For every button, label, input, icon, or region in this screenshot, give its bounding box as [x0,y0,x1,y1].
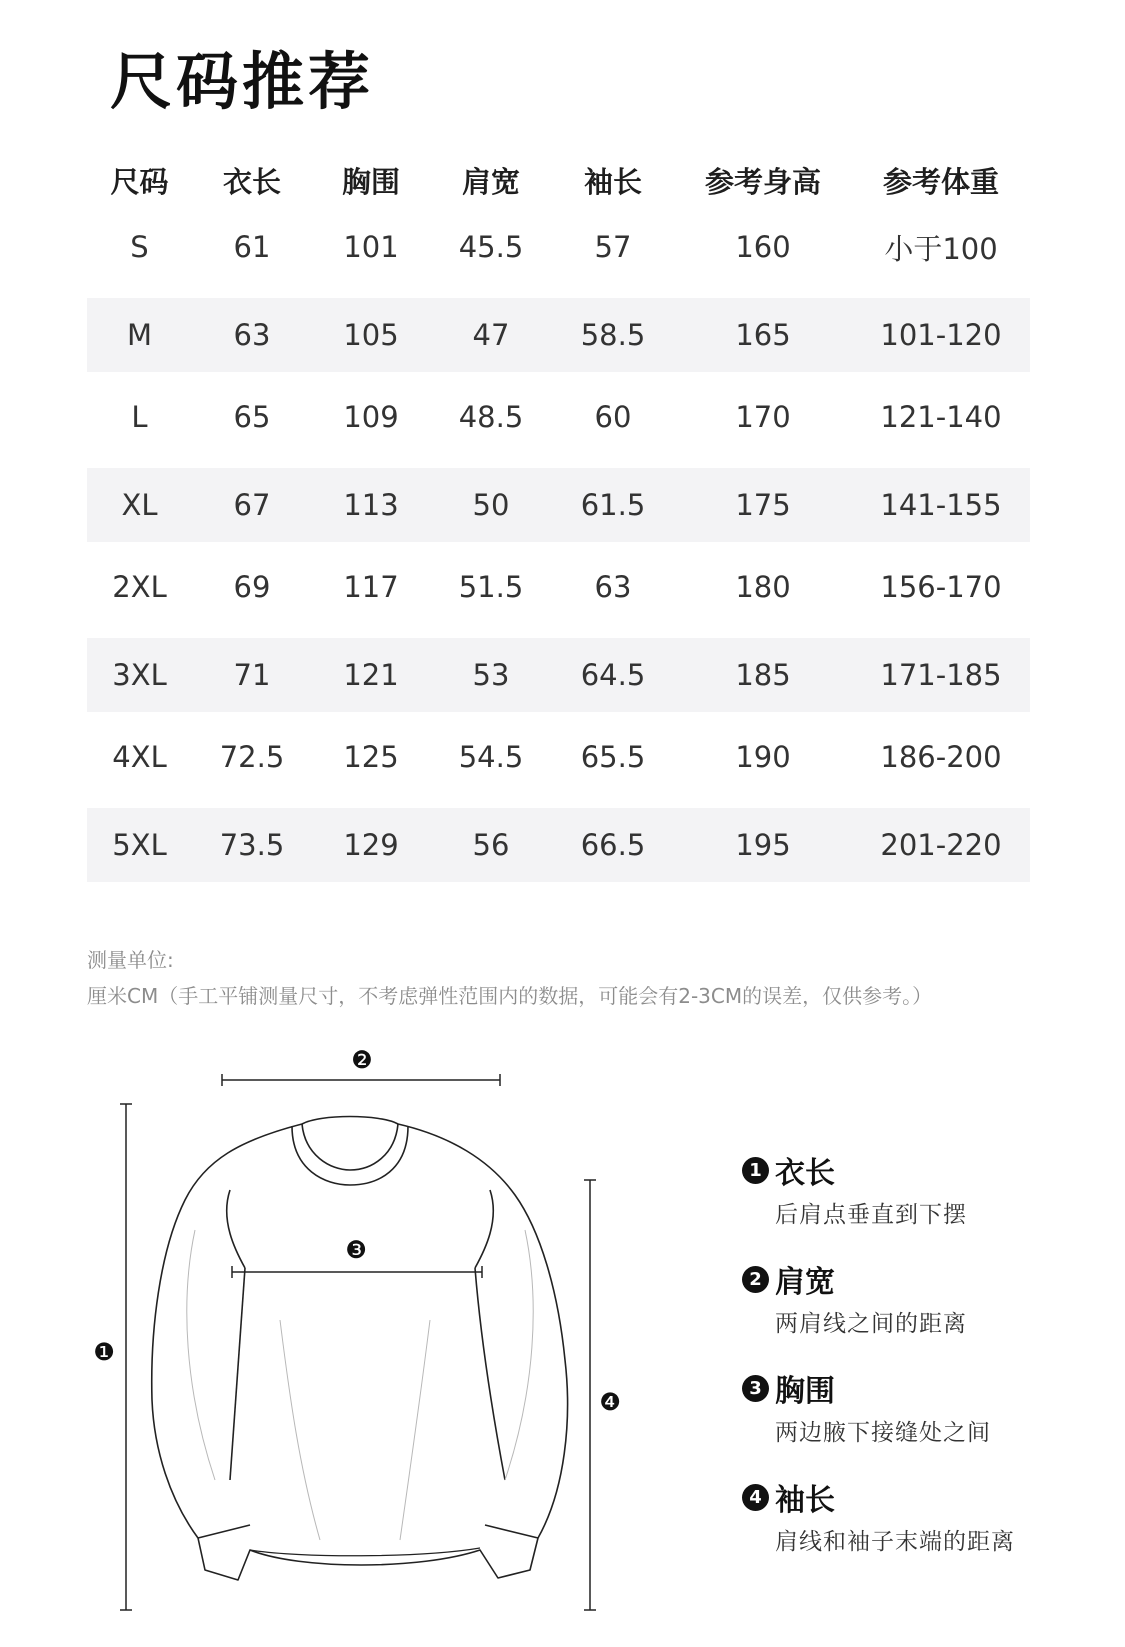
number-badge: 1 [742,1157,769,1184]
cell-length: 73.5 [219,828,285,862]
legend-item-shoulder [742,1259,1112,1338]
measurement-legend [742,1150,1112,1586]
cell-weight: 186-200 [880,740,1002,774]
legend-title: 袖长 [775,1483,835,1518]
cell-weight: 171-185 [880,658,1002,692]
cell-weight: 141-155 [880,488,1002,522]
legend-desc: 后肩点垂直到下摆 [775,1202,967,1228]
cell-height: 185 [735,658,791,692]
cell-shoulder: 48.5 [458,400,524,434]
cell-chest: 113 [343,488,399,522]
cell-chest: 105 [343,318,399,352]
cell-sleeve: 65.5 [580,740,646,774]
cell-length: 61 [233,230,271,264]
table-header [87,150,1030,210]
marker-4: ❹ [599,1388,621,1416]
table-row [87,210,1030,284]
cell-length: 72.5 [219,740,285,774]
marker-1: ❶ [93,1338,115,1366]
cell-height: 165 [735,318,791,352]
cell-height: 175 [735,488,791,522]
table-row [87,638,1030,712]
cell-weight: 156-170 [880,570,1002,604]
cell-height: 195 [735,828,791,862]
legend-title: 肩宽 [775,1265,835,1300]
header-length: 衣长 [222,164,281,199]
cell-weight: 101-120 [880,318,1002,352]
cell-chest: 101 [343,230,399,264]
cell-size: S [130,230,149,264]
table-row [87,550,1030,624]
cell-shoulder: 51.5 [458,570,524,604]
header-shoulder: 肩宽 [461,164,520,199]
header-sleeve: 袖长 [583,164,642,199]
number-badge: 4 [742,1484,769,1511]
cell-weight: 小于100 [884,231,998,266]
table-row [87,720,1030,794]
cell-shoulder: 47 [472,318,510,352]
legend-item-chest [742,1368,1112,1447]
cell-chest: 117 [343,570,399,604]
legend-title: 胸围 [775,1374,835,1409]
cell-height: 180 [735,570,791,604]
sweatshirt-diagram [0,1046,720,1647]
number-badge: 3 [742,1375,769,1402]
cell-sleeve: 61.5 [580,488,646,522]
cell-size: M [126,318,153,352]
sweatshirt-shading [187,1230,533,1540]
cell-length: 71 [233,658,271,692]
unit-note: 厘米CM（手工平铺测量尺寸，不考虑弹性范围内的数据，可能会有2-3CM的误差，仅供参考。） [87,984,933,1008]
cell-weight: 121-140 [880,400,1002,434]
header-weight: 参考体重 [882,164,999,199]
marker-3: ❸ [345,1236,367,1264]
legend-desc: 肩线和袖子末端的距离 [775,1529,1015,1555]
sweatshirt-outline [152,1117,568,1581]
header-size: 尺码 [110,164,169,199]
table-row [87,468,1030,542]
cell-shoulder: 45.5 [458,230,524,264]
cell-chest: 125 [343,740,399,774]
cell-size: 4XL [112,740,167,774]
cell-length: 69 [233,570,271,604]
cell-chest: 129 [343,828,399,862]
cell-size: 2XL [112,570,167,604]
header-chest: 胸围 [341,164,400,199]
cell-sleeve: 66.5 [580,828,646,862]
cell-height: 160 [735,230,791,264]
cell-chest: 109 [343,400,399,434]
cell-size: 3XL [112,658,167,692]
cell-size: L [131,400,148,434]
cell-shoulder: 56 [472,828,510,862]
cell-size: 5XL [112,828,167,862]
cell-sleeve: 60 [594,400,632,434]
cell-height: 170 [735,400,791,434]
unit-label: 测量单位: [87,948,174,972]
number-badge: 2 [742,1266,769,1293]
legend-item-sleeve [742,1477,1112,1556]
cell-shoulder: 50 [472,488,510,522]
cell-length: 67 [233,488,271,522]
cell-shoulder: 54.5 [458,740,524,774]
legend-item-length [742,1150,1112,1229]
cell-sleeve: 63 [594,570,632,604]
cell-chest: 121 [343,658,399,692]
cell-shoulder: 53 [472,658,510,692]
table-row [87,298,1030,372]
size-table [87,150,1030,882]
legend-desc: 两肩线之间的距离 [775,1311,967,1337]
table-row [87,380,1030,454]
page-title: 尺码推荐 [110,45,375,118]
cell-sleeve: 57 [594,230,632,264]
header-height: 参考身高 [704,164,821,199]
legend-title: 衣长 [775,1156,835,1191]
cell-sleeve: 64.5 [580,658,646,692]
marker-2: ❷ [351,1046,373,1074]
cell-height: 190 [735,740,791,774]
cell-sleeve: 58.5 [580,318,646,352]
cell-size: XL [121,488,158,522]
cell-length: 63 [233,318,271,352]
legend-desc: 两边腋下接缝处之间 [775,1420,991,1446]
table-row [87,808,1030,882]
cell-length: 65 [233,400,271,434]
cell-weight: 201-220 [880,828,1002,862]
